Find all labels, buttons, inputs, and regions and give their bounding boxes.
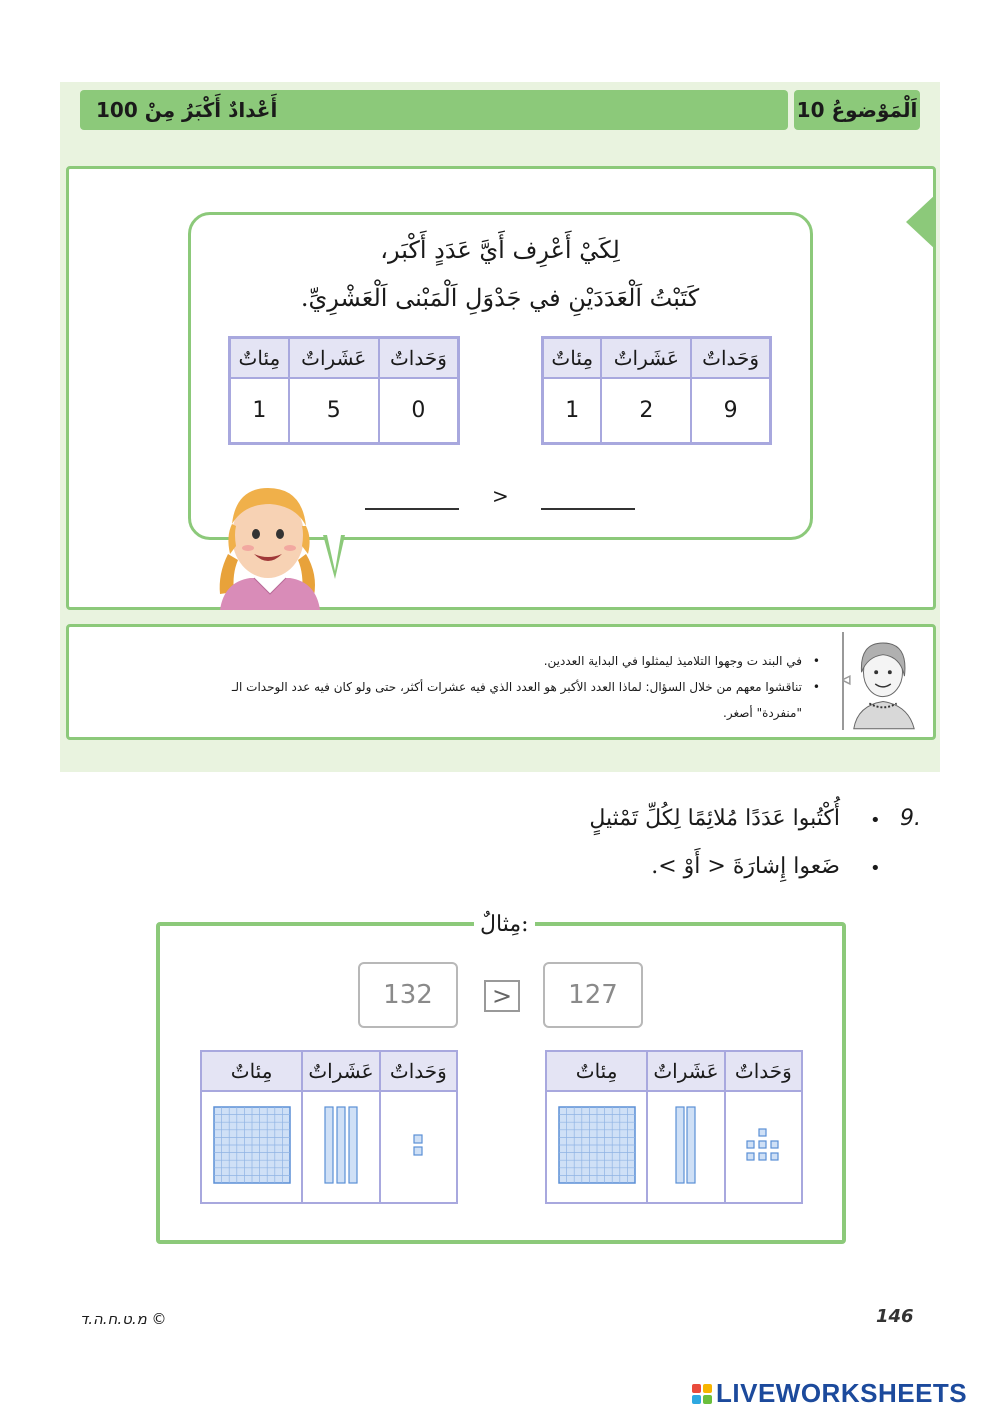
hundreds-value: 1 [543,378,602,444]
blocks-table-right [545,1050,803,1204]
liveworksheets-logo[interactable] [692,1378,967,1409]
units-blocks-cell [725,1091,802,1203]
answer-blank-left[interactable] [365,508,459,510]
teacher-portrait-icon [842,632,922,730]
question-line-1: أُكْتُبوا عَدَدًا مُلائِمًا لِكُلِّ تَمْثيلٍ [589,806,840,831]
bullet-icon: • [870,858,881,879]
teacher-note-item: • تناقشوا معهم من خلال السؤال: لماذا العدد الأكبر هو العدد الذي فيه عشرات أكثر، حتى ولو كان فيه عدد الوحدات الـ "منفردة" أصغر. [220,674,820,726]
tens-header: عَشَراتٌ [647,1051,725,1091]
tens-header: عَشَراتٌ [601,338,691,378]
topic-label [794,90,920,130]
blocks-table-left [200,1050,458,1204]
hundreds-value: 1 [230,378,289,444]
hundreds-header: مِئاتٌ [546,1051,647,1091]
tens-value: 5 [289,378,379,444]
bubble-line-2: كَتَبْتُ اَلْعَدَدَيْنِ في جَدْوَلِ اَلْمَبْنى اَلْعَشْرِيِّ. [300,284,700,312]
page-number: 146 [876,1306,914,1327]
tens-blocks-cell [647,1091,725,1203]
unit-cubes-icon [743,1127,783,1163]
units-blocks-cell [380,1091,457,1203]
units-value: 0 [379,378,459,444]
bullet-icon: • [870,810,881,831]
copyright-text: מ.ט.ח.ה.ד © [80,1310,167,1328]
answer-blank-right[interactable] [541,508,635,510]
place-value-table-left [228,336,460,445]
liveworksheets-icon [692,1384,712,1404]
units-header: وَحَداتٌ [691,338,770,378]
comparison-symbol: > [492,484,509,508]
unit-cubes-icon [412,1133,424,1157]
units-header: وَحَداتٌ [725,1051,802,1091]
place-value-table-right [541,336,772,445]
example-right-number[interactable]: 127 [543,962,643,1028]
tens-blocks-cell [302,1091,380,1203]
hundreds-header: مِئاتٌ [230,338,289,378]
hundreds-blocks-cell [201,1091,302,1203]
tens-value: 2 [601,378,691,444]
units-header: وَحَداتٌ [379,338,459,378]
example-left-number[interactable]: 132 [358,962,458,1028]
hundreds-header: مِئاتٌ [543,338,602,378]
example-comparison-box[interactable]: > [484,980,520,1012]
hundreds-header: مِئاتٌ [201,1051,302,1091]
question-line-2: ضَعوا إِشارَةَ < أَوْ >. [651,854,840,879]
units-value: 9 [691,378,770,444]
teacher-notes-list [220,648,820,726]
units-header: وَحَداتٌ [380,1051,457,1091]
ten-rods-icon [672,1106,700,1184]
liveworksheets-name: LIVEWORKSHEETS [716,1378,968,1408]
lesson-title-bar [80,90,788,130]
corner-marker [906,194,936,250]
example-label: مِثالٌ: [474,912,535,937]
ten-rods-icon [321,1106,361,1184]
bubble-line-1: لِكَيْ أَعْرِف أَيَّ عَدَدٍ أَكْبَر، [380,236,620,264]
question-number: 9. [900,806,921,831]
hundred-block-icon [213,1106,291,1184]
lesson-title: أَعْدادٌ أَكْبَرُ مِنْ 100 [96,98,278,122]
tens-header: عَشَراتٌ [289,338,379,378]
hundred-block-icon [558,1106,636,1184]
topic-text: اَلْمَوْضوعُ 10 [796,98,918,122]
teacher-note-item: • في البند ت وجهوا التلاميذ ليمثلوا في البداية العددين. [220,648,820,674]
tens-header: عَشَراتٌ [302,1051,380,1091]
hundreds-blocks-cell [546,1091,647,1203]
girl-illustration [210,474,330,610]
